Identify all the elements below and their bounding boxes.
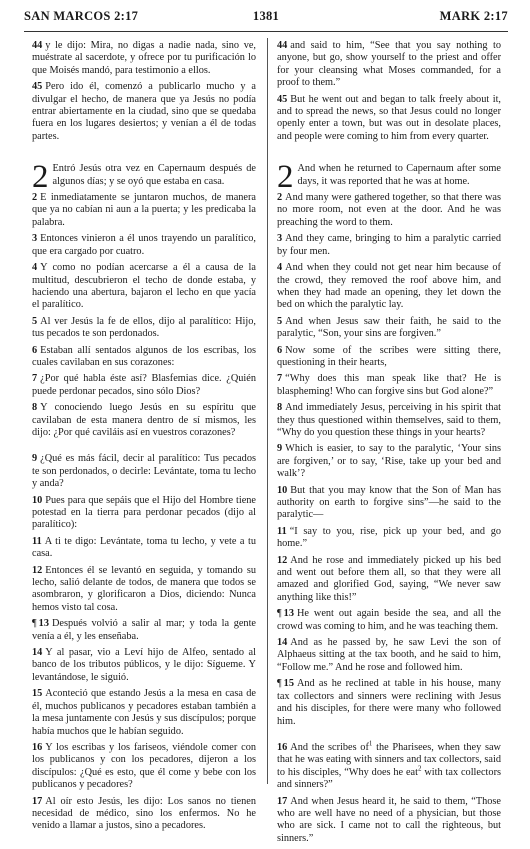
verse-number: 14 — [277, 637, 288, 649]
verse — [32, 565, 256, 615]
verse — [32, 688, 256, 738]
verse-text: Entonces vinieron a él unos trayendo un paralítico, que era cargado por cuatro. — [32, 233, 256, 257]
verse-number: 4 — [32, 262, 38, 274]
chapter-opening — [277, 159, 501, 196]
verse — [32, 742, 256, 792]
verse-text: Pero ido él, comenzó a publicarlo mucho y a divulgar el hecho, de manera que ya Jesús no podía entrar abiertamente en la ciudad, sino que se quedaba fuera en los lugares desiertos; y venían a él de todas partes. — [32, 81, 256, 142]
verse-text: with tax collectors and sinners?” — [277, 766, 501, 791]
spanish-column — [32, 40, 256, 837]
verse-number: 10 — [32, 494, 43, 506]
verse-text: ¿Qué es más fácil, decir al paralítico: Tus pecados te son perdonados, o decirle: Levántate, toma tu lecho y anda? — [32, 453, 256, 490]
verse-text: A ti te digo: Levántate, toma tu lecho, y vete a tu casa. — [32, 535, 256, 560]
verse-number: 11 — [277, 525, 287, 537]
page-header — [24, 9, 508, 25]
paragraph-mark: ¶ — [277, 608, 282, 620]
verse-text: And as he reclined at table in his house, many tax collectors and sinners were reclining with Jesus and his disciples, for there were many who followed him. — [277, 678, 501, 727]
verse-number: 13 — [38, 618, 49, 630]
verse — [32, 316, 256, 341]
verse-number: 10 — [277, 484, 288, 496]
verse-number: 6 — [277, 344, 283, 356]
verse — [32, 402, 256, 439]
verse-text: Estaban allí sentados algunos de los escribas, los cuales cavilaban en sus corazones: — [32, 344, 256, 368]
verse-text: Entonces él se levantó en seguida, y tomando su lecho, salió delante de todos, de manera que todos se asombraron, y glorificaron a Dios, diciendo: Nunca hemos visto tal cosa. — [32, 564, 256, 613]
verse-text: y le dijo: Mira, no digas a nadie nada, sino ve, muéstrate al sacerdote, y ofrece por tu purificación lo que Moisés mandó, para testimonio a ellos. — [32, 40, 256, 76]
verse — [277, 526, 501, 551]
verse-text: And as he passed by, he saw Levi the son of Alphaeus sitting at the tax booth, and he said to him, “Follow me.” And he rose and followed him. — [277, 637, 501, 673]
verse — [277, 402, 501, 439]
spacer — [32, 147, 256, 163]
verse — [277, 637, 501, 674]
verse — [32, 81, 256, 143]
verse-number: 3 — [32, 233, 38, 245]
verse — [32, 373, 256, 398]
verse-text: Entró Jesús otra vez en Capernaum después de algunos días; y se oyó que estaba en casa. — [52, 163, 256, 187]
header-rule — [24, 31, 508, 32]
verse-number: 8 — [277, 402, 283, 414]
verse — [32, 40, 256, 77]
spacer — [32, 443, 256, 453]
verse — [32, 618, 256, 643]
verse-text: Now some of the scribes were sitting there, questioning in their hearts, — [277, 344, 501, 368]
verse-number: 17 — [32, 795, 43, 807]
verse-text: And when he returned to Capernaum after some days, it was reported that he was at home. — [297, 163, 501, 187]
verse-text: Which is easier, to say to the paralytic, ‘Your sins are forgiven,’ or to say, ‘Rise, take up your bed and walk’? — [277, 443, 501, 480]
verse-number: 9 — [277, 443, 283, 455]
verse-text: But that you may know that the Son of Man has authority on earth to forgive sins”—he said to the paralytic— — [277, 484, 501, 521]
verse — [277, 94, 501, 144]
verse-number: 7 — [32, 373, 38, 385]
verse-number: 12 — [277, 554, 288, 566]
verse-text: And he rose and immediately picked up his bed and went out before them all, so that they were all amazed and glorified God, saying, “We never saw anything like this!” — [277, 554, 501, 603]
verse-number: 2 — [32, 192, 38, 204]
verse — [32, 453, 256, 490]
verse-text: He went out again beside the sea, and all the crowd was coming to him, and he was teaching them. — [277, 608, 501, 632]
english-column — [277, 40, 501, 849]
verse-text: And when they could not get near him because of the crowd, they removed the roof above him, and when they had made an opening, they let down the bed on which the paralytic lay. — [277, 262, 501, 311]
verse-text: the Pharisees, when they saw that he was eating with sinners and tax collectors, said to his disciples, “Why does he eat — [277, 741, 501, 778]
verse-number: 16 — [32, 741, 43, 753]
chapter-number: 2 — [32, 159, 49, 196]
verse-text: And when Jesus saw their faith, he said to the paralytic, “Son, your sins are forgiven.” — [277, 315, 501, 340]
verse-text: But he went out and began to talk freely about it, and to spread the news, so that Jesus could no longer openly enter a town, but was out in desolate places, and people were coming to him from every quarter. — [277, 93, 501, 142]
verse — [277, 796, 501, 846]
verse-number: 6 — [32, 344, 38, 356]
verse-number: 5 — [277, 315, 283, 327]
verse-number: 44 — [277, 40, 288, 51]
header-left-reference: SAN MARCOS 2:17 — [24, 9, 139, 23]
verse-text: And immediately Jesus, perceiving in his spirit that they thus questioned within themselves, said to them, “Why do you question these things in your hearts? — [277, 402, 501, 438]
page-number: 1381 — [252, 9, 280, 23]
verse — [277, 443, 501, 480]
verse — [277, 233, 501, 258]
verse-number: 2 — [277, 192, 283, 204]
verse-number: 12 — [32, 564, 43, 576]
verse — [277, 40, 501, 90]
verse-text: Y como no podían acercarse a él a causa de la multitud, descubrieron el techo de donde estaba, y haciendo una abertura, bajaron el lecho en que yacía el paralítico. — [32, 262, 256, 311]
verse — [277, 373, 501, 398]
verse — [277, 192, 501, 229]
verse — [32, 345, 256, 370]
chapter-number: 2 — [277, 159, 294, 196]
verse-number: 15 — [32, 688, 43, 700]
verse-text: Y los escribas y los fariseos, viéndole comer con los publicanos y con los pecadores, dijeron a los discípulos: ¿Qué es esto, que él come y bebe con los publicanos y pecadores? — [32, 741, 256, 791]
verse-number: 11 — [32, 535, 42, 547]
verse-text: And the scribes of — [290, 741, 369, 753]
verse-text: E inmediatamente se juntaron muchos, de manera que ya no cabían ni aun a la puerta; y les predicaba la palabra. — [32, 192, 256, 228]
verse-text: Después volvió a salir al mar; y toda la gente venía a él, y les enseñaba. — [32, 618, 256, 642]
verse-number: 14 — [32, 647, 43, 659]
footnote-marker: 1 — [368, 739, 373, 748]
footnote-marker: 2 — [418, 764, 422, 773]
verse — [277, 316, 501, 341]
verse-number: 15 — [283, 678, 294, 690]
verse-number: 3 — [277, 233, 283, 245]
verse-text: And they came, bringing to him a paralytic carried by four men. — [277, 233, 501, 257]
verse-text: Y al pasar, vio a Leví hijo de Alfeo, sentado al banco de los tributos públicos, y le dijo: Sígueme. Y levantándose, le siguió. — [32, 647, 256, 683]
paragraph-mark: ¶ — [32, 618, 37, 630]
verse — [277, 485, 501, 522]
verse — [32, 233, 256, 258]
header-right-reference: MARK 2:17 — [439, 9, 508, 23]
verse — [277, 608, 501, 633]
verse-text: Al ver Jesús la fe de ellos, dijo al paralítico: Hijo, tus pecados te son perdonados. — [32, 315, 256, 340]
verse — [277, 678, 501, 728]
verse-text: And many were gathered together, so that there was no more room, not even at the door. And he was preaching the word to them. — [277, 192, 501, 228]
verse — [32, 495, 256, 532]
verse-number: 13 — [283, 608, 294, 620]
column-divider — [267, 38, 268, 784]
verse-number: 17 — [277, 795, 288, 807]
verse-text: Aconteció que estando Jesús a la mesa en casa de él, muchos publicanos y pecadores estaban también a la mesa juntamente con Jesús y sus discípulos; porque había muchos que le habían seguido. — [32, 688, 256, 737]
verse-number: 45 — [277, 93, 288, 105]
verse — [32, 796, 256, 833]
verse-text: and said to him, “See that you say nothing to anyone, but go, show yourself to the priest and offer for your cleansing what Moses commanded, for a proof to them.” — [277, 40, 501, 89]
verse-text: ¿Por qué habla éste así? Blasfemias dice. ¿Quién puede perdonar pecados, sino sólo Dios? — [32, 373, 256, 397]
verse-text: Pues para que sepáis que el Hijo del Hombre tiene potestad en la tierra para perdonar pecados (dijo al paralítico): — [32, 494, 256, 531]
verse — [32, 192, 256, 229]
verse — [32, 536, 256, 561]
verse-number: 9 — [32, 453, 38, 465]
verse — [277, 345, 501, 370]
chapter-opening — [32, 159, 256, 196]
spacer — [277, 147, 501, 163]
verse — [277, 555, 501, 605]
verse — [32, 647, 256, 684]
paragraph-mark: ¶ — [277, 678, 282, 690]
verse-text: “I say to you, rise, pick up your bed, and go home.” — [277, 525, 501, 550]
verse-number: 16 — [277, 741, 288, 753]
verse-number: 44 — [32, 40, 43, 51]
verse-number: 45 — [32, 81, 43, 93]
verse — [32, 262, 256, 312]
verse-text: Y conociendo luego Jesús en su espíritu que cavilaban de esta manera dentro de sí mismos, les dijo: ¿Por qué caviláis así en vuestros corazones? — [32, 402, 256, 438]
verse-text: Al oír esto Jesús, les dijo: Los sanos no tienen necesidad de médico, sino los enfermos. No he venido a llamar a justos, sino a pecadores. — [32, 795, 256, 832]
spacer — [277, 732, 501, 742]
verse-number: 4 — [277, 262, 283, 274]
verse-number: 5 — [32, 315, 38, 327]
verse-number: 7 — [277, 373, 283, 385]
verse-number: 8 — [32, 402, 38, 414]
verse — [277, 262, 501, 312]
verse-text: “Why does this man speak like that? He is blaspheming! Who can forgive sins but God alone?” — [277, 373, 501, 397]
verse-text: And when Jesus heard it, he said to them, “Those who are well have no need of a physician, but those who are sick. I came not to call the righteous, but sinners.” — [277, 795, 501, 844]
verse — [277, 739, 501, 792]
